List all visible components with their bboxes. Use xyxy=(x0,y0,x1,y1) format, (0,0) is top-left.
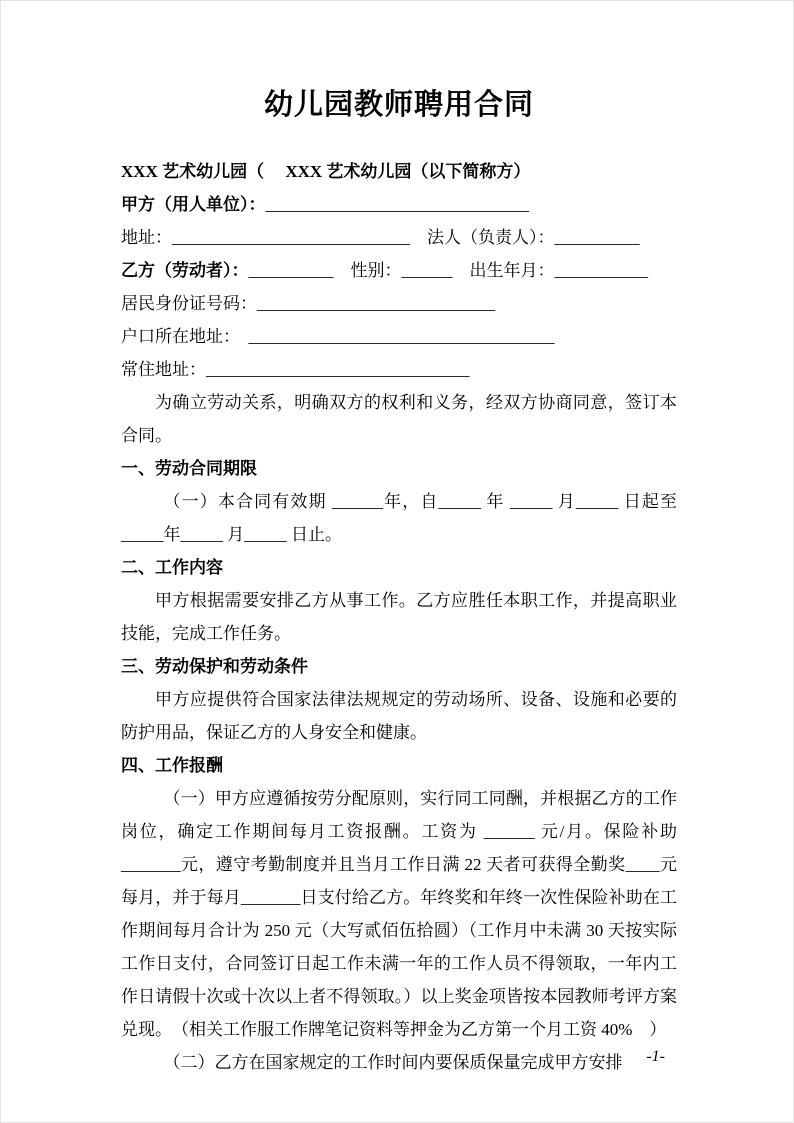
party-b-rest: （劳动者）： xyxy=(155,261,249,280)
residence-address-line xyxy=(121,353,677,386)
page-number: -1- xyxy=(646,1048,665,1065)
preamble-paragraph: 为确立劳动关系，明确双方的权利和义务，经双方协商同意，签订本合同。 xyxy=(121,393,677,445)
gender-label: 性别： xyxy=(333,261,402,280)
document-content xyxy=(121,85,677,1079)
birthdate-label: 出生年月： xyxy=(452,261,555,280)
gender-blank-field: ______ xyxy=(401,261,453,280)
section-4-paragraph-1: （一）甲方应遵循按劳分配原则，实行同工同酬，并根据乙方的工作岗位，确定工作期间每月工资报酬。工资为 ______ 元/月。保险补助_______元，遵守考勤制度并且当月工作日满 22 天者可获得全勤奖____元每月，并于每月_______日支付给乙方。年终奖和年终一次性保险补助在工作期间每月合计为 250 元（大写贰佰伍拾圆）（工作月中未满 30 天按实际工作日支付，合同签订日起工作未满一年的工作人员不得领取，一年内工作日请假十次或十次以上者不得领取。）以上奖金项皆按本园教师考评方案兑现。 （相关工作服工作牌笔记资料等押金为乙方第一个月工资 40% ） xyxy=(121,789,677,1039)
address-line xyxy=(121,221,677,254)
section-2-body: 甲方根据需要安排乙方从事工作。乙方应胜任本职工作，并提高职业技能，完成工作任务。 xyxy=(121,591,677,643)
party-a-rest: （用人单位）： xyxy=(155,195,266,214)
birthdate-blank-field: ___________ xyxy=(554,261,648,280)
party-a-blank-field: _______________________________ xyxy=(265,195,529,214)
section-3-heading: 三、劳动保护和劳动条件 xyxy=(121,657,308,676)
section-4-heading: 四、工作报酬 xyxy=(121,756,223,775)
id-number-label: 居民身份证号码： xyxy=(121,294,257,313)
party-a-line xyxy=(121,188,677,221)
legal-rep-label: 法人（负责人）： xyxy=(410,228,555,247)
party-b-blank-field: __________ xyxy=(248,261,334,280)
party-a-label: 甲方 xyxy=(121,195,155,214)
registered-address-line xyxy=(121,320,677,353)
party-b-label: 乙方 xyxy=(121,261,155,280)
section-2-heading: 二、工作内容 xyxy=(121,558,223,577)
id-number-line xyxy=(121,287,677,320)
document-title: 幼儿园教师聘用合同 xyxy=(263,89,534,121)
section-3-body: 甲方应提供符合国家法律法规规定的劳动场所、设备、设施和必要的防护用品，保证乙方的人身安全和健康。 xyxy=(121,690,677,742)
party-b-line xyxy=(121,254,677,287)
section-1-heading: 一、劳动合同期限 xyxy=(121,459,257,478)
legal-rep-blank-field: __________ xyxy=(554,228,640,247)
registered-address-label: 户口所在地址： xyxy=(121,327,232,346)
section-1-body: （一）本合同有效期 ______年，自_____ 年 _____ 月_____ 日起至 _____年_____ 月_____ 日止。 xyxy=(121,492,677,544)
residence-address-label: 常住地址： xyxy=(121,360,206,379)
address-label: 地址： xyxy=(121,228,172,247)
section-4-paragraph-2: （二）乙方在国家规定的工作时间内要保质保量完成甲方安排 xyxy=(163,1053,623,1072)
address-blank-field: ____________________________ xyxy=(172,228,410,247)
residence-address-blank-field: _______________________________ xyxy=(206,360,470,379)
registered-address-blank-field: ____________________________________ xyxy=(231,327,555,346)
party-intro-line: XXX 艺术幼儿园（ XXX 艺术幼儿园（以下简称方） xyxy=(121,162,531,181)
id-number-blank-field: ____________________________ xyxy=(257,294,495,313)
